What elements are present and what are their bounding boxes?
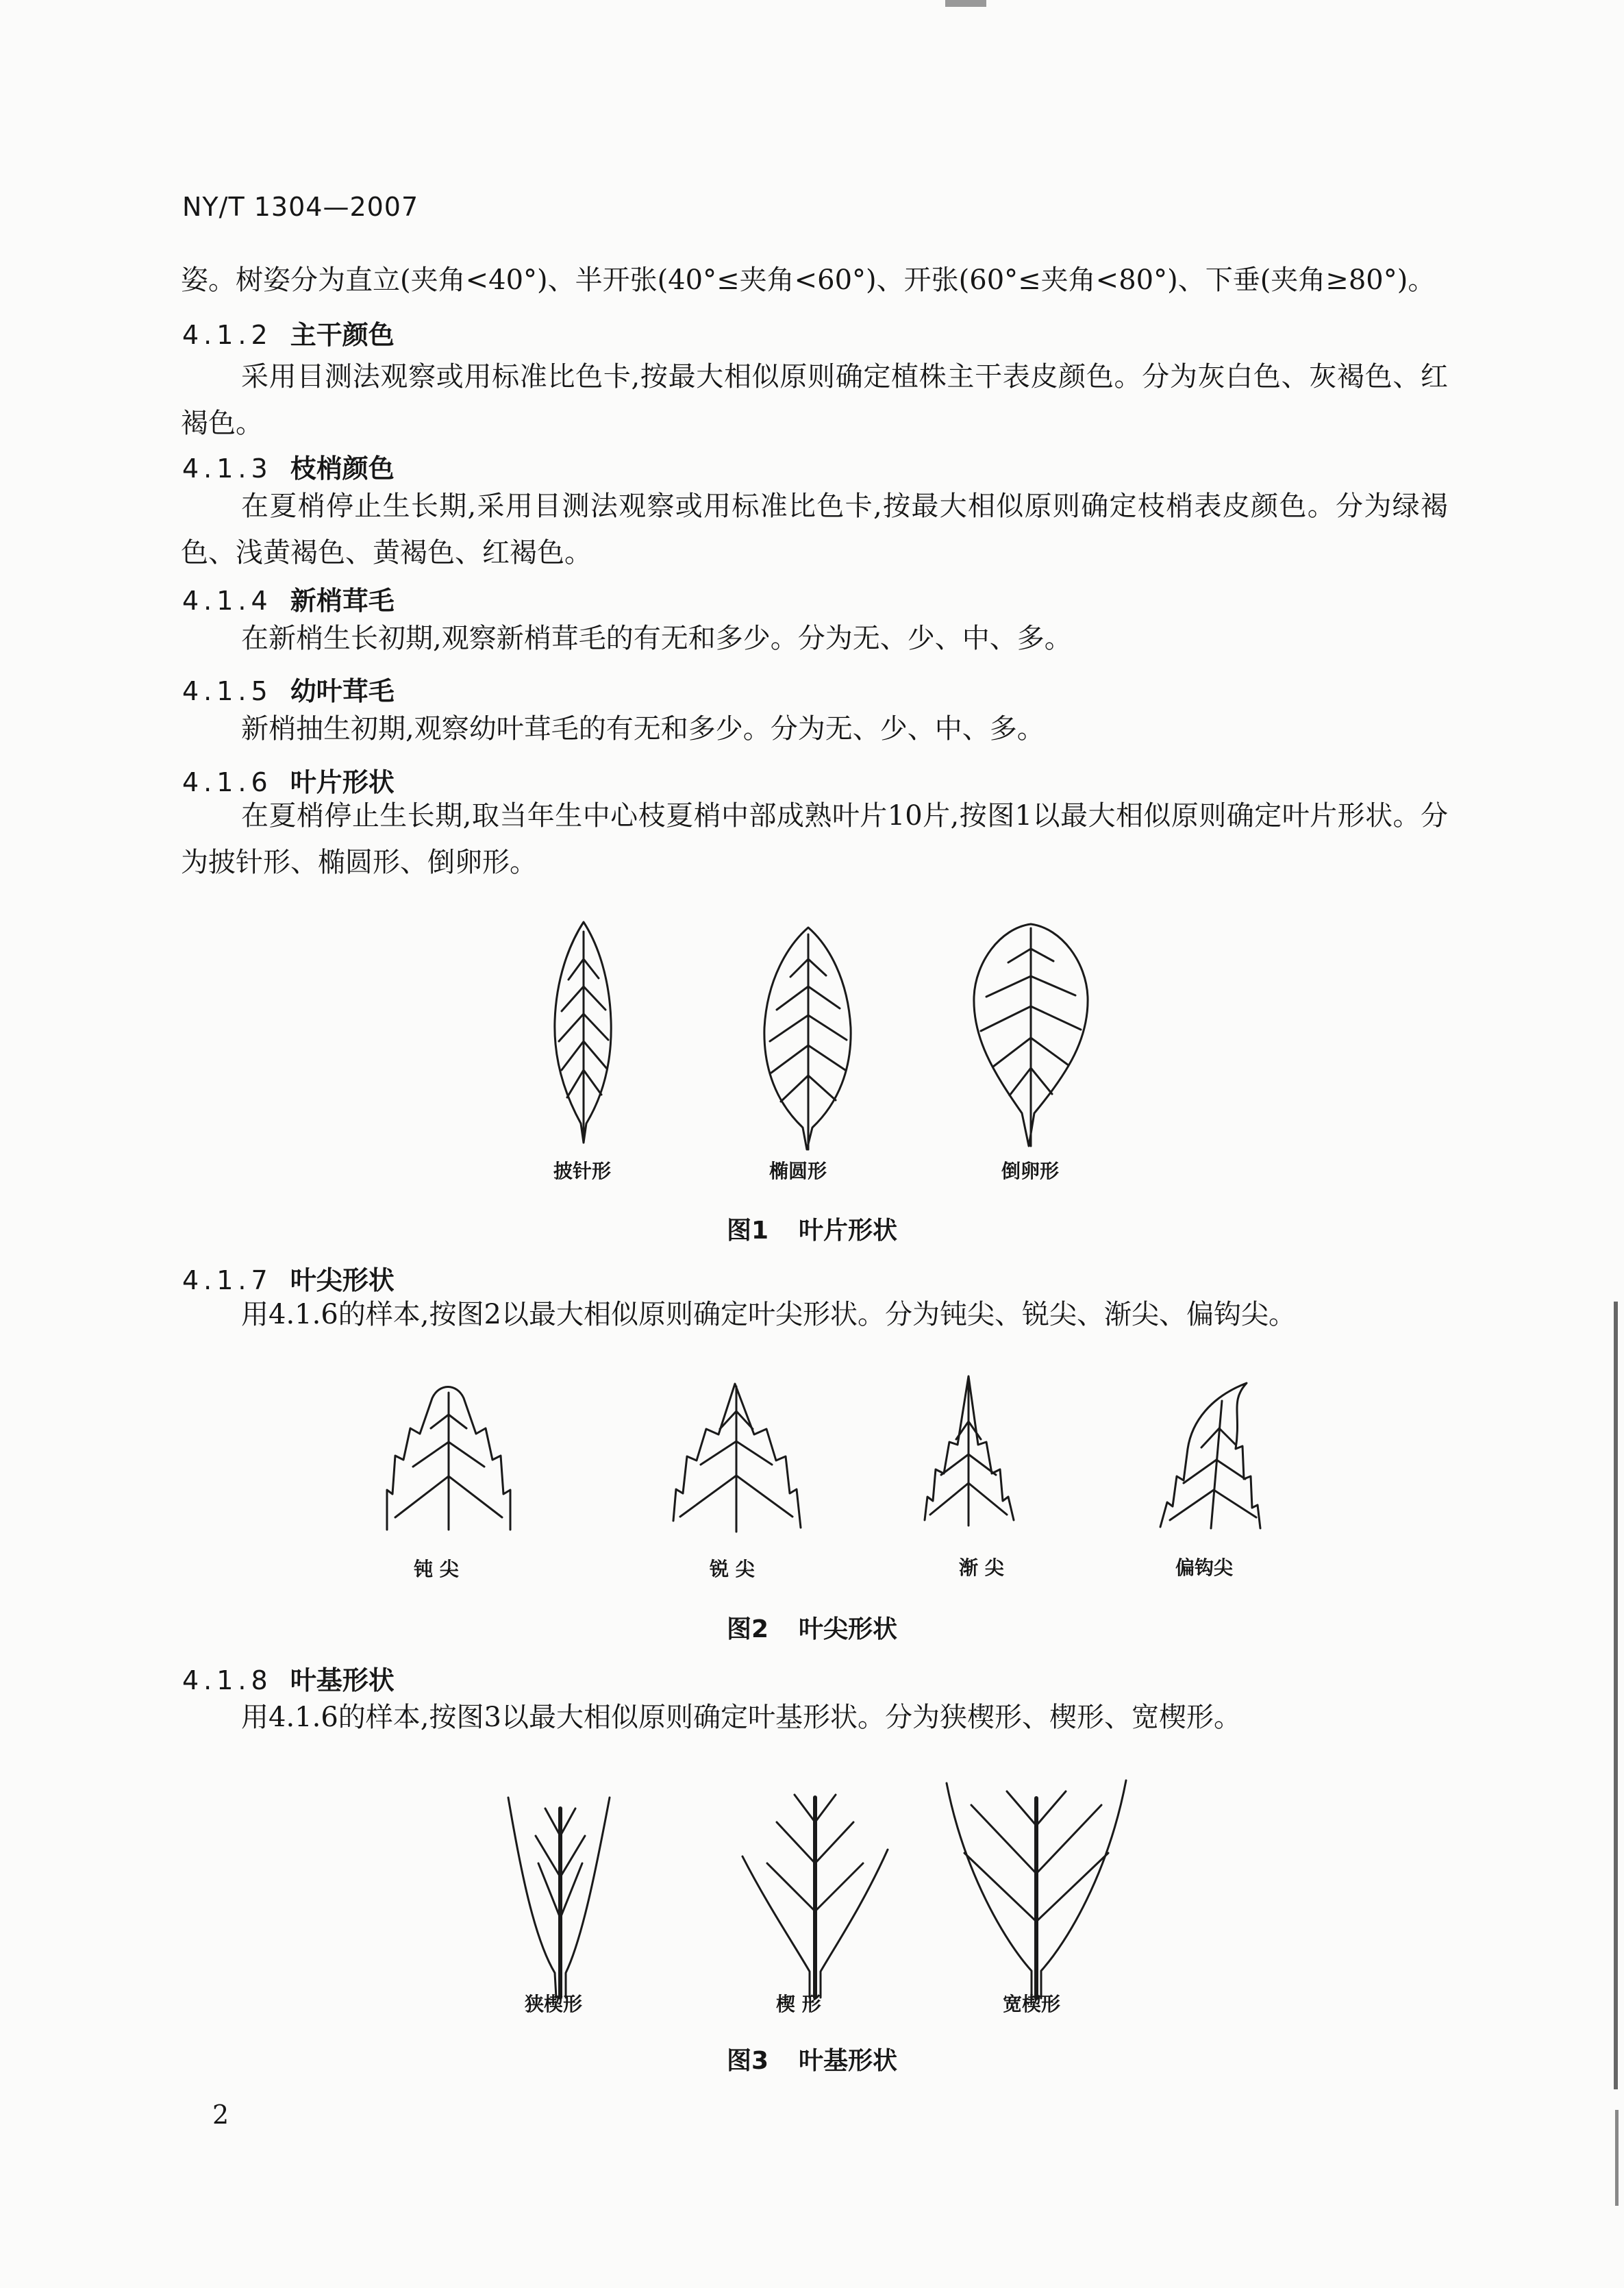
figure3-label-broad-cuneate: 宽楔形 [1003,1993,1061,2015]
figure2-caption [0,1610,1624,1645]
obovate-leaf-drawing [966,921,1096,1147]
elliptic-leaf-drawing [753,925,863,1151]
section-number: 4.1.2 [182,320,273,350]
standard-header: NY/T 1304—2007 [182,192,419,222]
section-heading-4-1-3 [182,447,395,485]
section-title: 叶基形状 [290,1665,395,1695]
oblique-hooked-tip-drawing [1156,1373,1273,1531]
section-number: 4.1.3 [182,453,273,484]
section-number: 4.1.7 [182,1265,273,1295]
cuneate-base-drawing [740,1788,890,2000]
intro-paragraph: 姿。树姿分为直立(夹角<40°)、半开张(40°≤夹角<60°)、开张(60°≤夹角<80°)、下垂(夹角≥80°)。 [181,264,1436,296]
narrow-cuneate-base-drawing [507,1795,616,2000]
section-number: 4.1.5 [182,676,273,706]
lanceolate-leaf-drawing [541,918,630,1144]
figure-number: 图3 [726,2047,769,2075]
scan-edge-artifact [1614,1302,1618,2089]
acuminate-tip-drawing [918,1373,1021,1531]
section-text-4-1-2: 采用目测法观察或用标准比色卡,按最大相似原则确定植株主干表皮颜色。分为灰白色、灰褐色、红褐色。 [181,361,1448,439]
section-title: 幼叶茸毛 [290,676,395,706]
section-heading-4-1-5 [182,670,395,708]
figure3-label-narrow-cuneate: 狭楔形 [525,1993,583,2015]
section-number: 4.1.6 [182,767,273,797]
figure1-label-elliptic: 椭圆形 [769,1160,827,1182]
section-text-4-1-5: 新梢抽生初期,观察幼叶茸毛的有无和多少。分为无、少、中、多。 [241,713,1045,745]
section-text-4-1-7: 用4.1.6的样本,按图2以最大相似原则确定叶尖形状。分为钝尖、锐尖、渐尖、偏钩尖。 [241,1299,1296,1330]
section-title: 叶片形状 [290,767,395,797]
figure-title: 叶基形状 [799,2047,898,2075]
figure2-label-oblique-hooked: 偏钩尖 [1175,1556,1234,1579]
figure3-label-cuneate: 楔 形 [776,1993,821,2015]
section-number: 4.1.8 [182,1665,273,1695]
figure2-label-obtuse: 钝 尖 [414,1558,459,1580]
figure-title: 叶片形状 [799,1217,898,1245]
figure1-label-obovate: 倒卵形 [1001,1160,1060,1182]
acute-tip-drawing [668,1370,805,1534]
figure-title: 叶尖形状 [799,1615,898,1643]
figure-number: 图2 [726,1615,769,1643]
figure3-caption [0,2041,1624,2076]
scan-artifact [945,0,986,7]
section-text-4-1-6: 在夏梢停止生长期,取当年生中心枝夏梢中部成熟叶片10片,按图1以最大相似原则确定叶片形状。分为披针形、椭圆形、倒卵形。 [181,800,1448,878]
section-number: 4.1.4 [182,586,273,616]
figure2-label-acuminate: 渐 尖 [959,1556,1004,1579]
section-heading-4-1-4 [182,580,395,617]
section-title: 枝梢颜色 [290,453,395,484]
section-heading-4-1-2 [182,314,395,351]
scan-edge-artifact [1615,2110,1619,2206]
section-title: 新梢茸毛 [290,586,395,616]
figure2-label-acute: 锐 尖 [710,1558,755,1580]
section-text-4-1-8: 用4.1.6的样本,按图3以最大相似原则确定叶基形状。分为狭楔形、楔形、宽楔形。 [241,1702,1241,1733]
section-title: 叶尖形状 [290,1265,395,1295]
section-heading-4-1-8 [182,1659,395,1697]
figure1-caption [0,1211,1624,1246]
page-number: 2 [212,2100,229,2130]
section-title: 主干颜色 [290,320,395,350]
broad-cuneate-base-drawing [944,1778,1129,2000]
figure-number: 图1 [726,1217,769,1245]
section-text-4-1-3: 在夏梢停止生长期,采用目测法观察或用标准比色卡,按最大相似原则确定枝梢表皮颜色。分为绿褐色、浅黄褐色、黄褐色、红褐色。 [181,490,1448,569]
obtuse-tip-drawing [380,1373,517,1531]
figure1-label-lanceolate: 披针形 [553,1160,612,1182]
section-text-4-1-4: 在新梢生长初期,观察新梢茸毛的有无和多少。分为无、少、中、多。 [241,623,1072,654]
